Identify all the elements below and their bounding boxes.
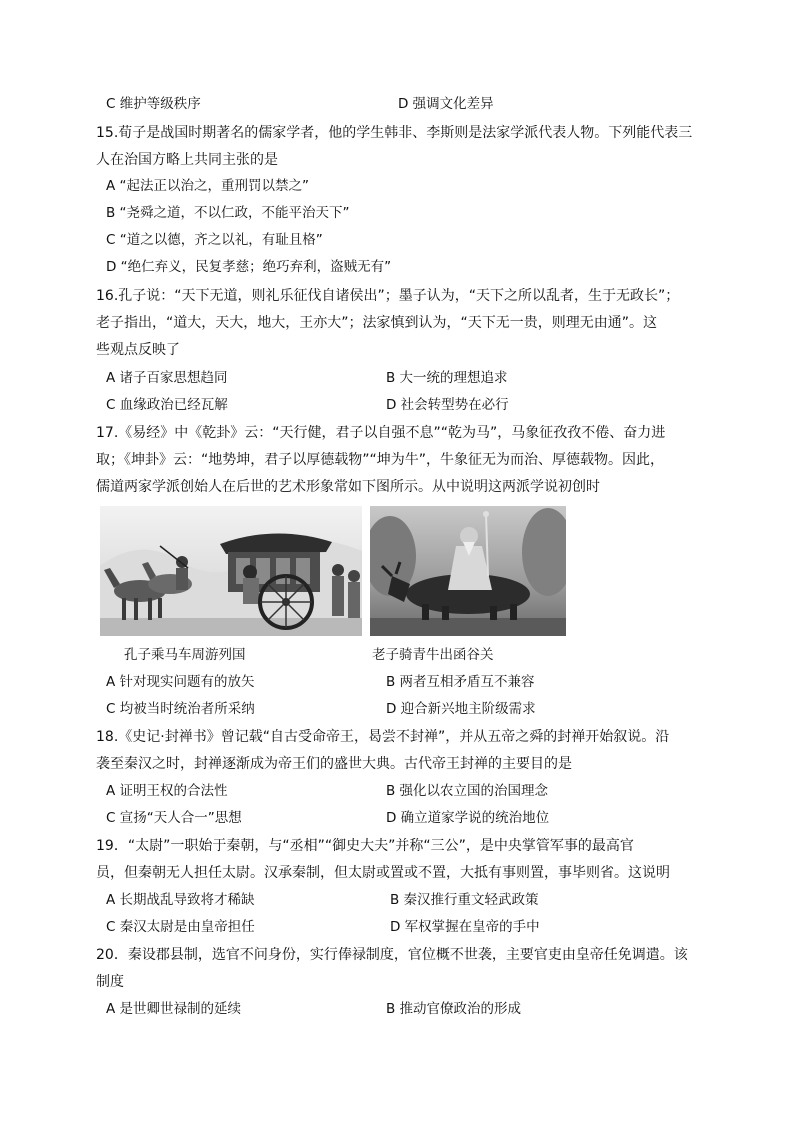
q19-stem-line1: 19．“太尉”一职始于秦朝，与“丞相”“御史大夫”并称“三公”，是中央掌管军事的最高官	[96, 838, 634, 854]
q18-option-a: A 证明王权的合法性	[106, 783, 228, 799]
q19-option-d: D 军权掌握在皇帝的手中	[390, 919, 540, 935]
q18-stem-line1: 18.《史记·封禅书》曾记载“自古受命帝王，曷尝不封禅”，并从五帝之舜的封禅开始叙说。沿	[96, 729, 670, 745]
q16-option-a: A 诸子百家思想趋同	[106, 370, 228, 386]
q18-option-b: B 强化以农立国的治国理念	[386, 783, 549, 799]
caption-laozi: 老子骑青牛出函谷关	[372, 647, 494, 663]
laozi-ox-illustration	[370, 506, 566, 636]
q17-option-c: C 均被当时统治者所采纳	[106, 701, 255, 717]
q20-option-a: A 是世卿世禄制的延续	[106, 1001, 242, 1017]
q20-stem-line2: 制度	[96, 974, 124, 990]
q16-option-b: B 大一统的理想追求	[386, 370, 508, 386]
q17-stem-line2: 取；《坤卦》云：“地势坤，君子以厚德载物”“坤为牛”，牛象征无为而治、厚德载物。因此，	[96, 452, 665, 468]
q20-option-b: B 推动官僚政治的形成	[386, 1001, 522, 1017]
q16-option-d: D 社会转型势在必行	[386, 397, 509, 413]
q17-option-d: D 迎合新兴地主阶级需求	[386, 701, 536, 717]
q15-stem-line2: 人在治国方略上共同主张的是	[96, 152, 278, 168]
q19-option-c: C 秦汉太尉是由皇帝担任	[106, 919, 255, 935]
q15-option-a: A “起法正以治之，重刑罚以禁之”	[106, 178, 310, 194]
q16-stem-line2: 老子指出，“道大，天大，地大，王亦大”；法家慎到认为，“天下无一贵，则理无由通”。这	[96, 315, 658, 331]
confucius-carriage-illustration	[100, 506, 362, 636]
q15-option-c: C “道之以德，齐之以礼，有耻且格”	[106, 232, 323, 248]
q19-option-a: A 长期战乱导致将才稀缺	[106, 892, 255, 908]
q16-stem-line3: 些观点反映了	[96, 342, 180, 358]
q16-stem-line1: 16.孔子说：“天下无道，则礼乐征伐自诸侯出”；墨子认为，“天下之所以乱者，生于无政长”；	[96, 288, 680, 304]
q19-stem-line2: 员，但秦朝无人担任太尉。汉承秦制，但太尉或置或不置，大抵有事则置，事毕则省。这说明	[96, 865, 670, 881]
q17-stem-line1: 17.《易经》中《乾卦》云：“天行健，君子以自强不息”“乾为马”，马象征孜孜不倦、奋力进	[96, 425, 666, 441]
q19-option-b: B 秦汉推行重文轻武政策	[390, 892, 539, 908]
q17-stem-line3: 儒道两家学派创始人在后世的艺术形象常如下图所示。从中说明这两派学说初创时	[96, 479, 600, 495]
q16-option-c: C 血缘政治已经瓦解	[106, 397, 228, 413]
q15-option-b: B “尧舜之道，不以仁政，不能平治天下”	[106, 205, 350, 221]
q18-option-c: C 宣扬“天人合一”思想	[106, 810, 242, 826]
laozi-ox-image	[370, 506, 566, 636]
caption-confucius: 孔子乘马车周游列国	[124, 647, 246, 663]
q14-option-d: D 强调文化差异	[398, 96, 494, 112]
q18-stem-line2: 袭至秦汉之时，封禅逐渐成为帝王们的盛世大典。古代帝王封禅的主要目的是	[96, 756, 572, 772]
confucius-carriage-image	[100, 506, 362, 636]
q17-option-b: B 两者互相矛盾互不兼容	[386, 674, 535, 690]
q20-stem-line1: 20．秦设郡县制，选官不问身份，实行俸禄制度，官位概不世袭，主要官吏由皇帝任免调遣。该	[96, 947, 688, 963]
q18-option-d: D 确立道家学说的统治地位	[386, 810, 550, 826]
q15-stem-line1: 15.荀子是战国时期著名的儒家学者，他的学生韩非、李斯则是法家学派代表人物。下列能代表三	[96, 125, 693, 141]
q17-option-a: A 针对现实问题有的放矢	[106, 674, 255, 690]
q15-option-d: D “绝仁弃义，民复孝慈；绝巧弃利，盗贼无有”	[106, 259, 392, 275]
q14-option-c: C 维护等级秩序	[106, 96, 201, 112]
